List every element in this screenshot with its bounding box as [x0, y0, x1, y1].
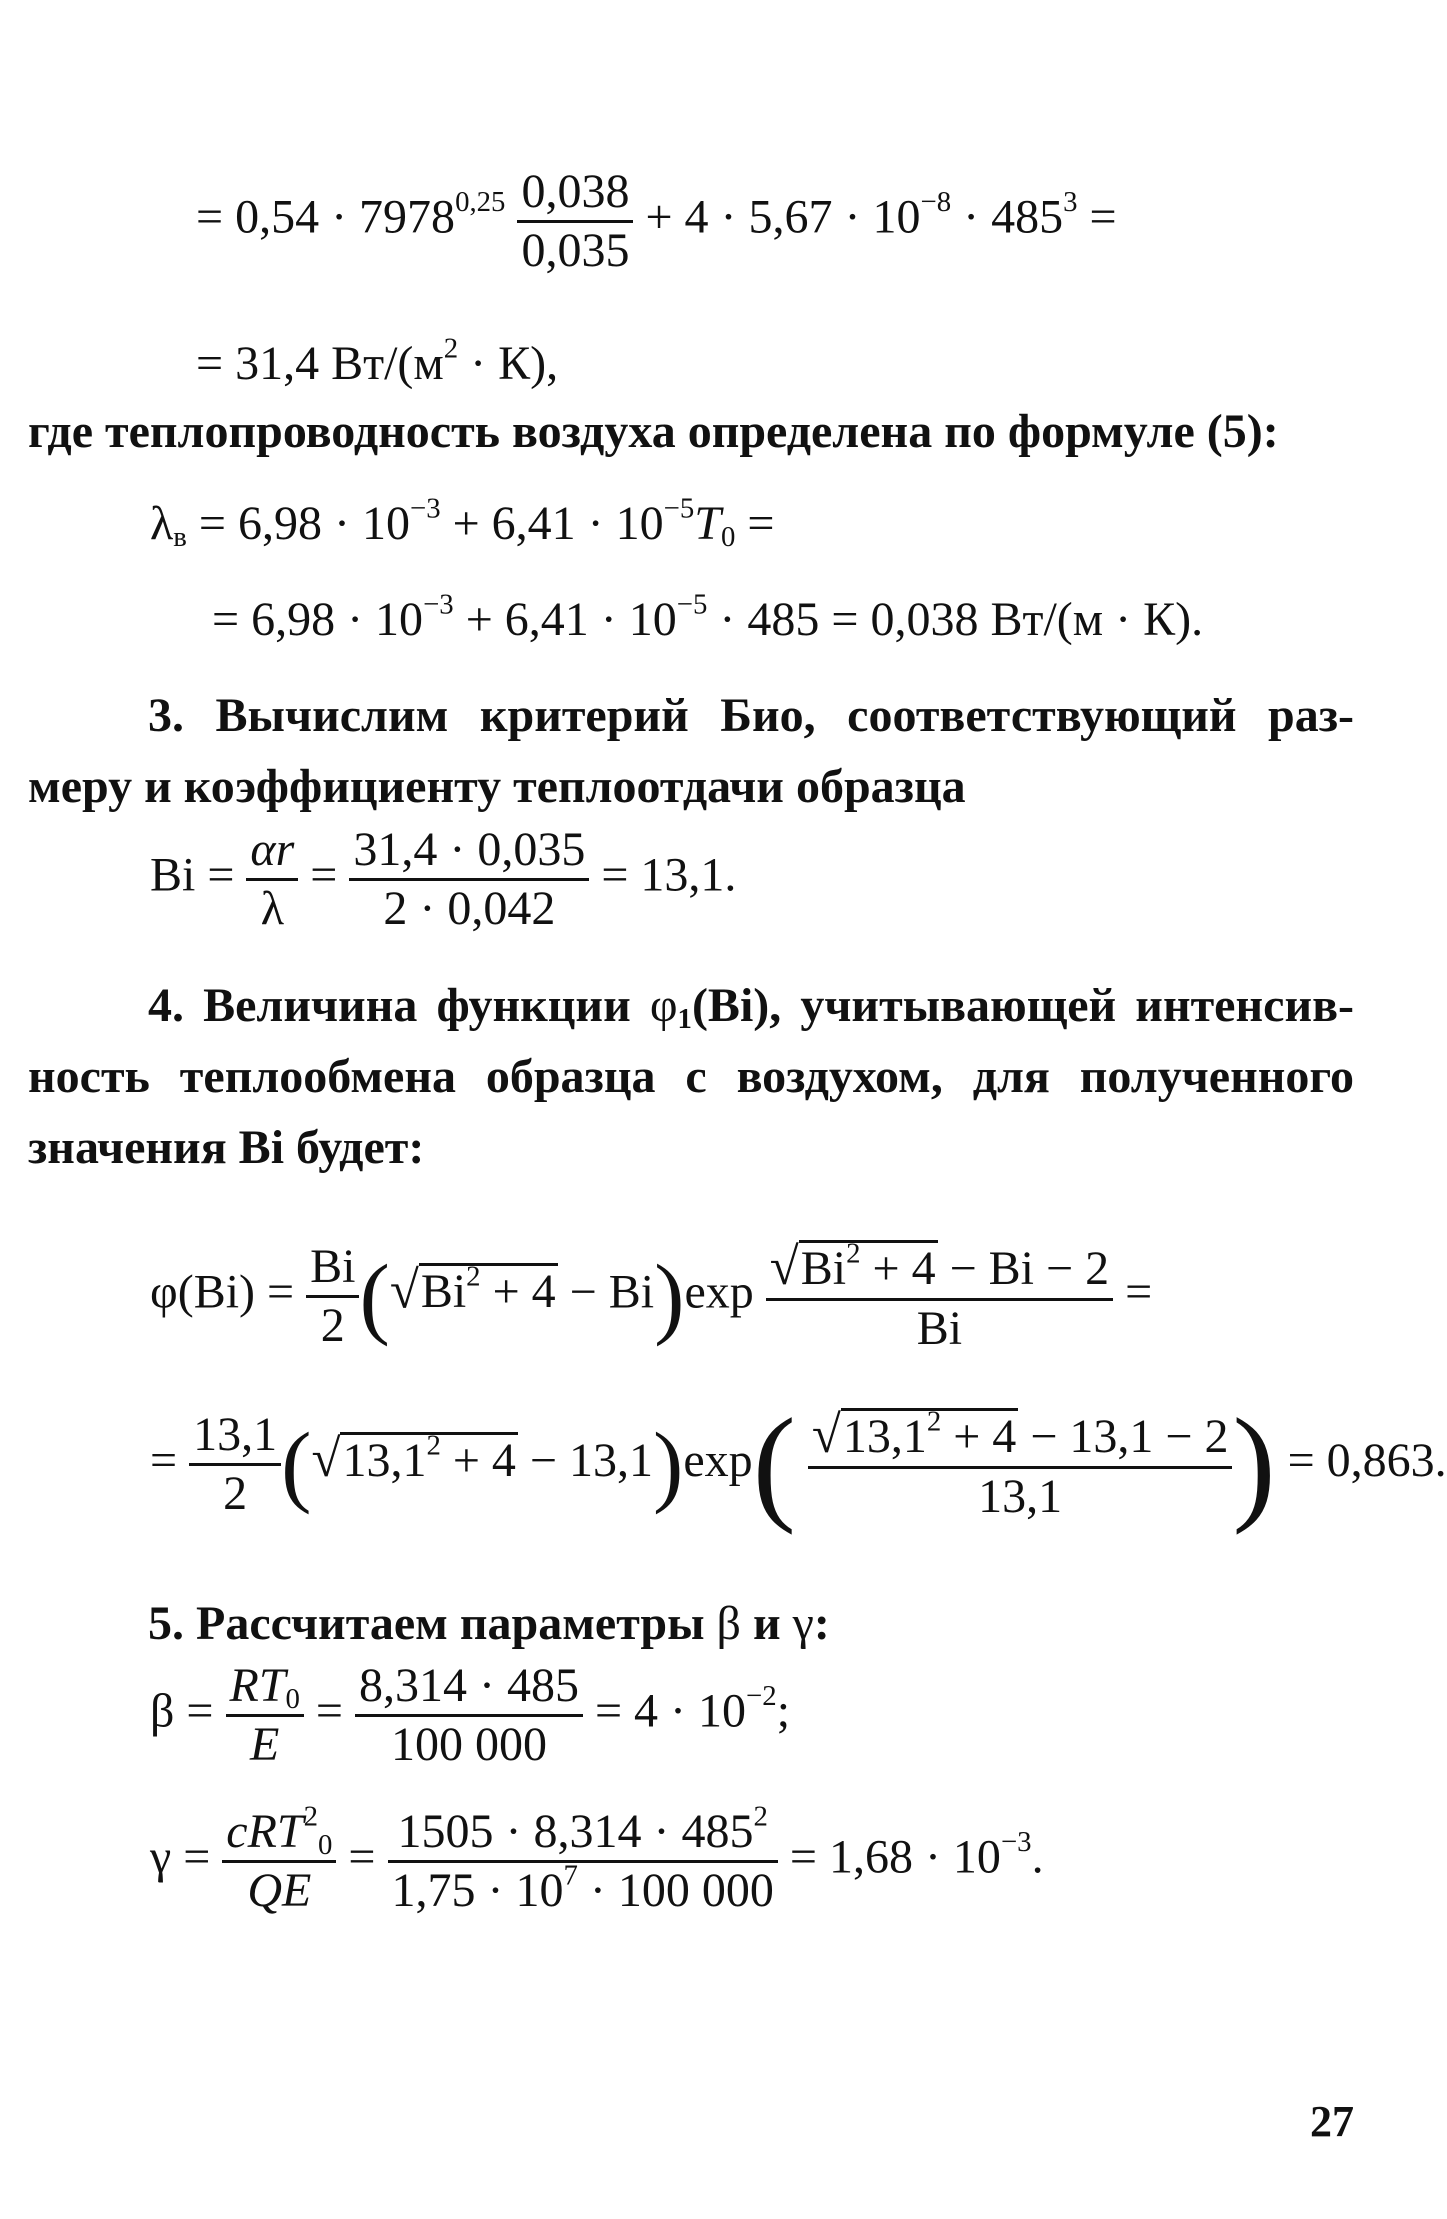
fraction [222, 1800, 336, 1917]
eq-exponent: 2 [753, 1800, 768, 1833]
eq-part: = [315, 1684, 343, 1738]
fraction [349, 823, 589, 935]
equation-gamma [150, 1800, 1044, 1917]
eq-part: β = [150, 1684, 214, 1738]
equation-lambda-line1 [150, 492, 775, 554]
fraction-numerator: 0,038 [521, 165, 630, 218]
eq-part: φ(Bi) = [150, 1265, 295, 1319]
eq-symbol: φ [649, 979, 678, 1032]
eq-exponent: −5 [663, 492, 695, 525]
eq-exponent: −3 [423, 588, 454, 621]
eq-exponent: 3 [1063, 185, 1078, 218]
paren-right-large: ) [1232, 1393, 1276, 1536]
equation-phi-line1 [150, 1237, 1153, 1355]
exp-word: exp [683, 1433, 753, 1487]
eq-part: = 13,1. [601, 848, 737, 902]
fraction [226, 1659, 304, 1771]
eq-symbol: λ [150, 497, 174, 550]
eq-part: = [310, 848, 338, 902]
eq-part: = 0,54 · 7978 [196, 190, 456, 244]
fraction-numerator: 13,1 [193, 1408, 278, 1462]
eq-exponent: −5 [676, 588, 708, 621]
equation-beta [150, 1659, 791, 1771]
eq-part: 1,75 · 10 [391, 1864, 564, 1917]
eq-part: + 6,41 · 10 [440, 497, 664, 550]
eq-exponent: 7 [563, 1859, 578, 1892]
eq-part: = [735, 497, 775, 550]
eq-subscript: 0 [285, 1683, 300, 1716]
eq-part: + 4 [860, 1242, 936, 1295]
fraction-denominator: 0,035 [517, 220, 633, 275]
paragraph-text: и [752, 1597, 781, 1650]
paren-left: ( [359, 1245, 390, 1347]
paragraph-item3 [28, 680, 1354, 822]
eq-symbol: β [716, 1597, 741, 1650]
eq-part: + 4 [941, 1410, 1017, 1464]
fraction-numerator [222, 1800, 336, 1862]
fraction [517, 165, 633, 277]
paragraph-text: 4. Величина функции [148, 979, 631, 1032]
equation-alpha-line2 [196, 332, 559, 390]
fraction-numerator [808, 1405, 1233, 1466]
eq-part: = [150, 1433, 178, 1487]
paragraph-text: 5. Рассчитаем параметры [148, 1597, 705, 1650]
eq-part: = 6,98 · 10 [186, 497, 410, 550]
fraction [808, 1405, 1233, 1524]
eq-exponent: −8 [920, 185, 952, 218]
paragraph-text: (Bi), учитывающей интенсив- [691, 979, 1354, 1032]
sqrt-sign: √ [311, 1429, 341, 1488]
eq-variable: cRT [226, 1805, 304, 1858]
paragraph-line: ность теплообмена образца с воздухом, для полученного [28, 1050, 1354, 1103]
fraction-denominator: λ [246, 878, 298, 933]
radicand [419, 1260, 558, 1319]
paragraph-line [28, 970, 1354, 1041]
radicand [841, 1405, 1018, 1464]
eq-part: + 4 [480, 1265, 556, 1319]
eq-part: ; [776, 1684, 791, 1738]
eq-exponent: −3 [1000, 1825, 1032, 1858]
sqrt-sign: √ [769, 1238, 799, 1296]
eq-exponent: 0,25 [455, 185, 506, 218]
fraction [306, 1239, 359, 1352]
fraction-denominator: QE [222, 1860, 336, 1915]
eq-variable: T [694, 497, 721, 550]
eq-subscript: 1 [677, 1003, 692, 1036]
eq-part: 1505 · 8,314 · 485 [397, 1805, 754, 1858]
eq-exponent: 2 [426, 1429, 441, 1462]
eq-part: 13,1 [842, 1410, 927, 1464]
fraction-denominator: 2 · 0,042 [349, 878, 589, 933]
radicand [340, 1429, 517, 1487]
fraction-denominator: 13,1 [808, 1466, 1233, 1521]
paragraph-text1: где теплопроводность воздуха определена по формуле (5): [28, 405, 1279, 458]
equation-phi-line2 [150, 1393, 1447, 1536]
fraction [766, 1237, 1113, 1355]
eq-part: = 0,863. [1287, 1433, 1447, 1487]
radicand [799, 1237, 938, 1295]
eq-part: · 485 [951, 190, 1064, 244]
fraction [355, 1659, 583, 1771]
eq-part: 13,1 [342, 1433, 427, 1487]
equation-alpha-line1 [196, 165, 1117, 277]
eq-subscript: 0 [318, 1829, 333, 1862]
fraction-numerator [766, 1237, 1113, 1298]
fraction [388, 1800, 778, 1917]
fraction-numerator: 31,4 · 0,035 [353, 823, 586, 876]
eq-part: · 485 = 0,038 Вт/(м · К). [707, 593, 1204, 646]
fraction-numerator: αr [250, 823, 295, 876]
eq-part: = 31,4 Вт/(м [196, 337, 444, 390]
paren-left-large: ( [752, 1393, 796, 1536]
paren-right: ) [654, 1245, 685, 1347]
eq-part: Bi [800, 1242, 847, 1295]
fraction-denominator: 2 [189, 1463, 281, 1518]
fraction-denominator: Bi [766, 1298, 1113, 1353]
eq-part: + 6,41 · 10 [453, 593, 677, 646]
eq-part: = [348, 1830, 376, 1884]
fraction [189, 1408, 281, 1521]
eq-part: + 4 · 5,67 · 10 [645, 190, 921, 244]
eq-part: − Bi [557, 1265, 655, 1319]
eq-part: = 4 · 10 [594, 1684, 747, 1738]
paragraph-item5 [148, 1597, 830, 1650]
eq-part: · К), [458, 337, 559, 390]
eq-part: + 4 [440, 1433, 516, 1487]
eq-part: = 1,68 · 10 [789, 1830, 1001, 1884]
fraction-denominator: E [226, 1714, 304, 1769]
paragraph-line: значения Bi будет: [28, 1121, 425, 1174]
fraction-numerator: Bi [310, 1239, 356, 1293]
eq-part: Bi = [150, 848, 235, 902]
paren-left: ( [281, 1414, 312, 1516]
equation-lambda-line2 [212, 588, 1204, 646]
eq-part: γ = [150, 1830, 211, 1884]
fraction-numerator [226, 1659, 304, 1716]
eq-part: . [1031, 1830, 1044, 1884]
eq-part: Bi [420, 1265, 467, 1319]
page-number: 27 [1310, 2097, 1354, 2146]
eq-part: = [1077, 190, 1117, 244]
eq-part: · 100 000 [577, 1864, 774, 1917]
paragraph-text: : [813, 1597, 830, 1650]
eq-part: − 13,1 [517, 1433, 653, 1487]
fraction-numerator [388, 1800, 778, 1860]
fraction-numerator: 8,314 · 485 [359, 1659, 579, 1712]
eq-exponent: 2 [926, 1405, 942, 1438]
eq-exponent: −2 [746, 1679, 777, 1712]
fraction [246, 823, 298, 935]
eq-exponent: 2 [846, 1237, 861, 1270]
sqrt-sign: √ [811, 1406, 841, 1465]
paragraph-line: 3. Вычислим критерий Био, соответствующий раз- [148, 689, 1354, 742]
eq-exponent: −3 [409, 492, 441, 525]
exp-word: exp [684, 1265, 754, 1319]
paragraph-item4 [28, 970, 1354, 1183]
paren-right: ) [653, 1414, 684, 1516]
eq-part: − Bi − 2 [937, 1242, 1110, 1295]
sqrt-sign: √ [389, 1261, 419, 1320]
eq-symbol: γ [792, 1597, 814, 1650]
fraction-denominator: 100 000 [355, 1714, 583, 1769]
eq-exponent: 2 [443, 332, 459, 365]
eq-subscript: в [173, 521, 187, 554]
eq-variable: RT [229, 1659, 286, 1712]
eq-part: − 13,1 − 2 [1018, 1410, 1229, 1464]
eq-part: = [1125, 1265, 1153, 1319]
paragraph-line: меру и коэффициенту теплоотдачи образца [28, 760, 966, 813]
eq-part: = 6,98 · 10 [212, 593, 424, 646]
equation-bi [150, 823, 737, 935]
fraction-denominator: 2 [306, 1295, 359, 1350]
eq-subscript: 0 [721, 521, 736, 554]
eq-exponent: 2 [466, 1260, 481, 1293]
eq-exponent: 2 [303, 1800, 319, 1833]
fraction-denominator [388, 1860, 778, 1915]
